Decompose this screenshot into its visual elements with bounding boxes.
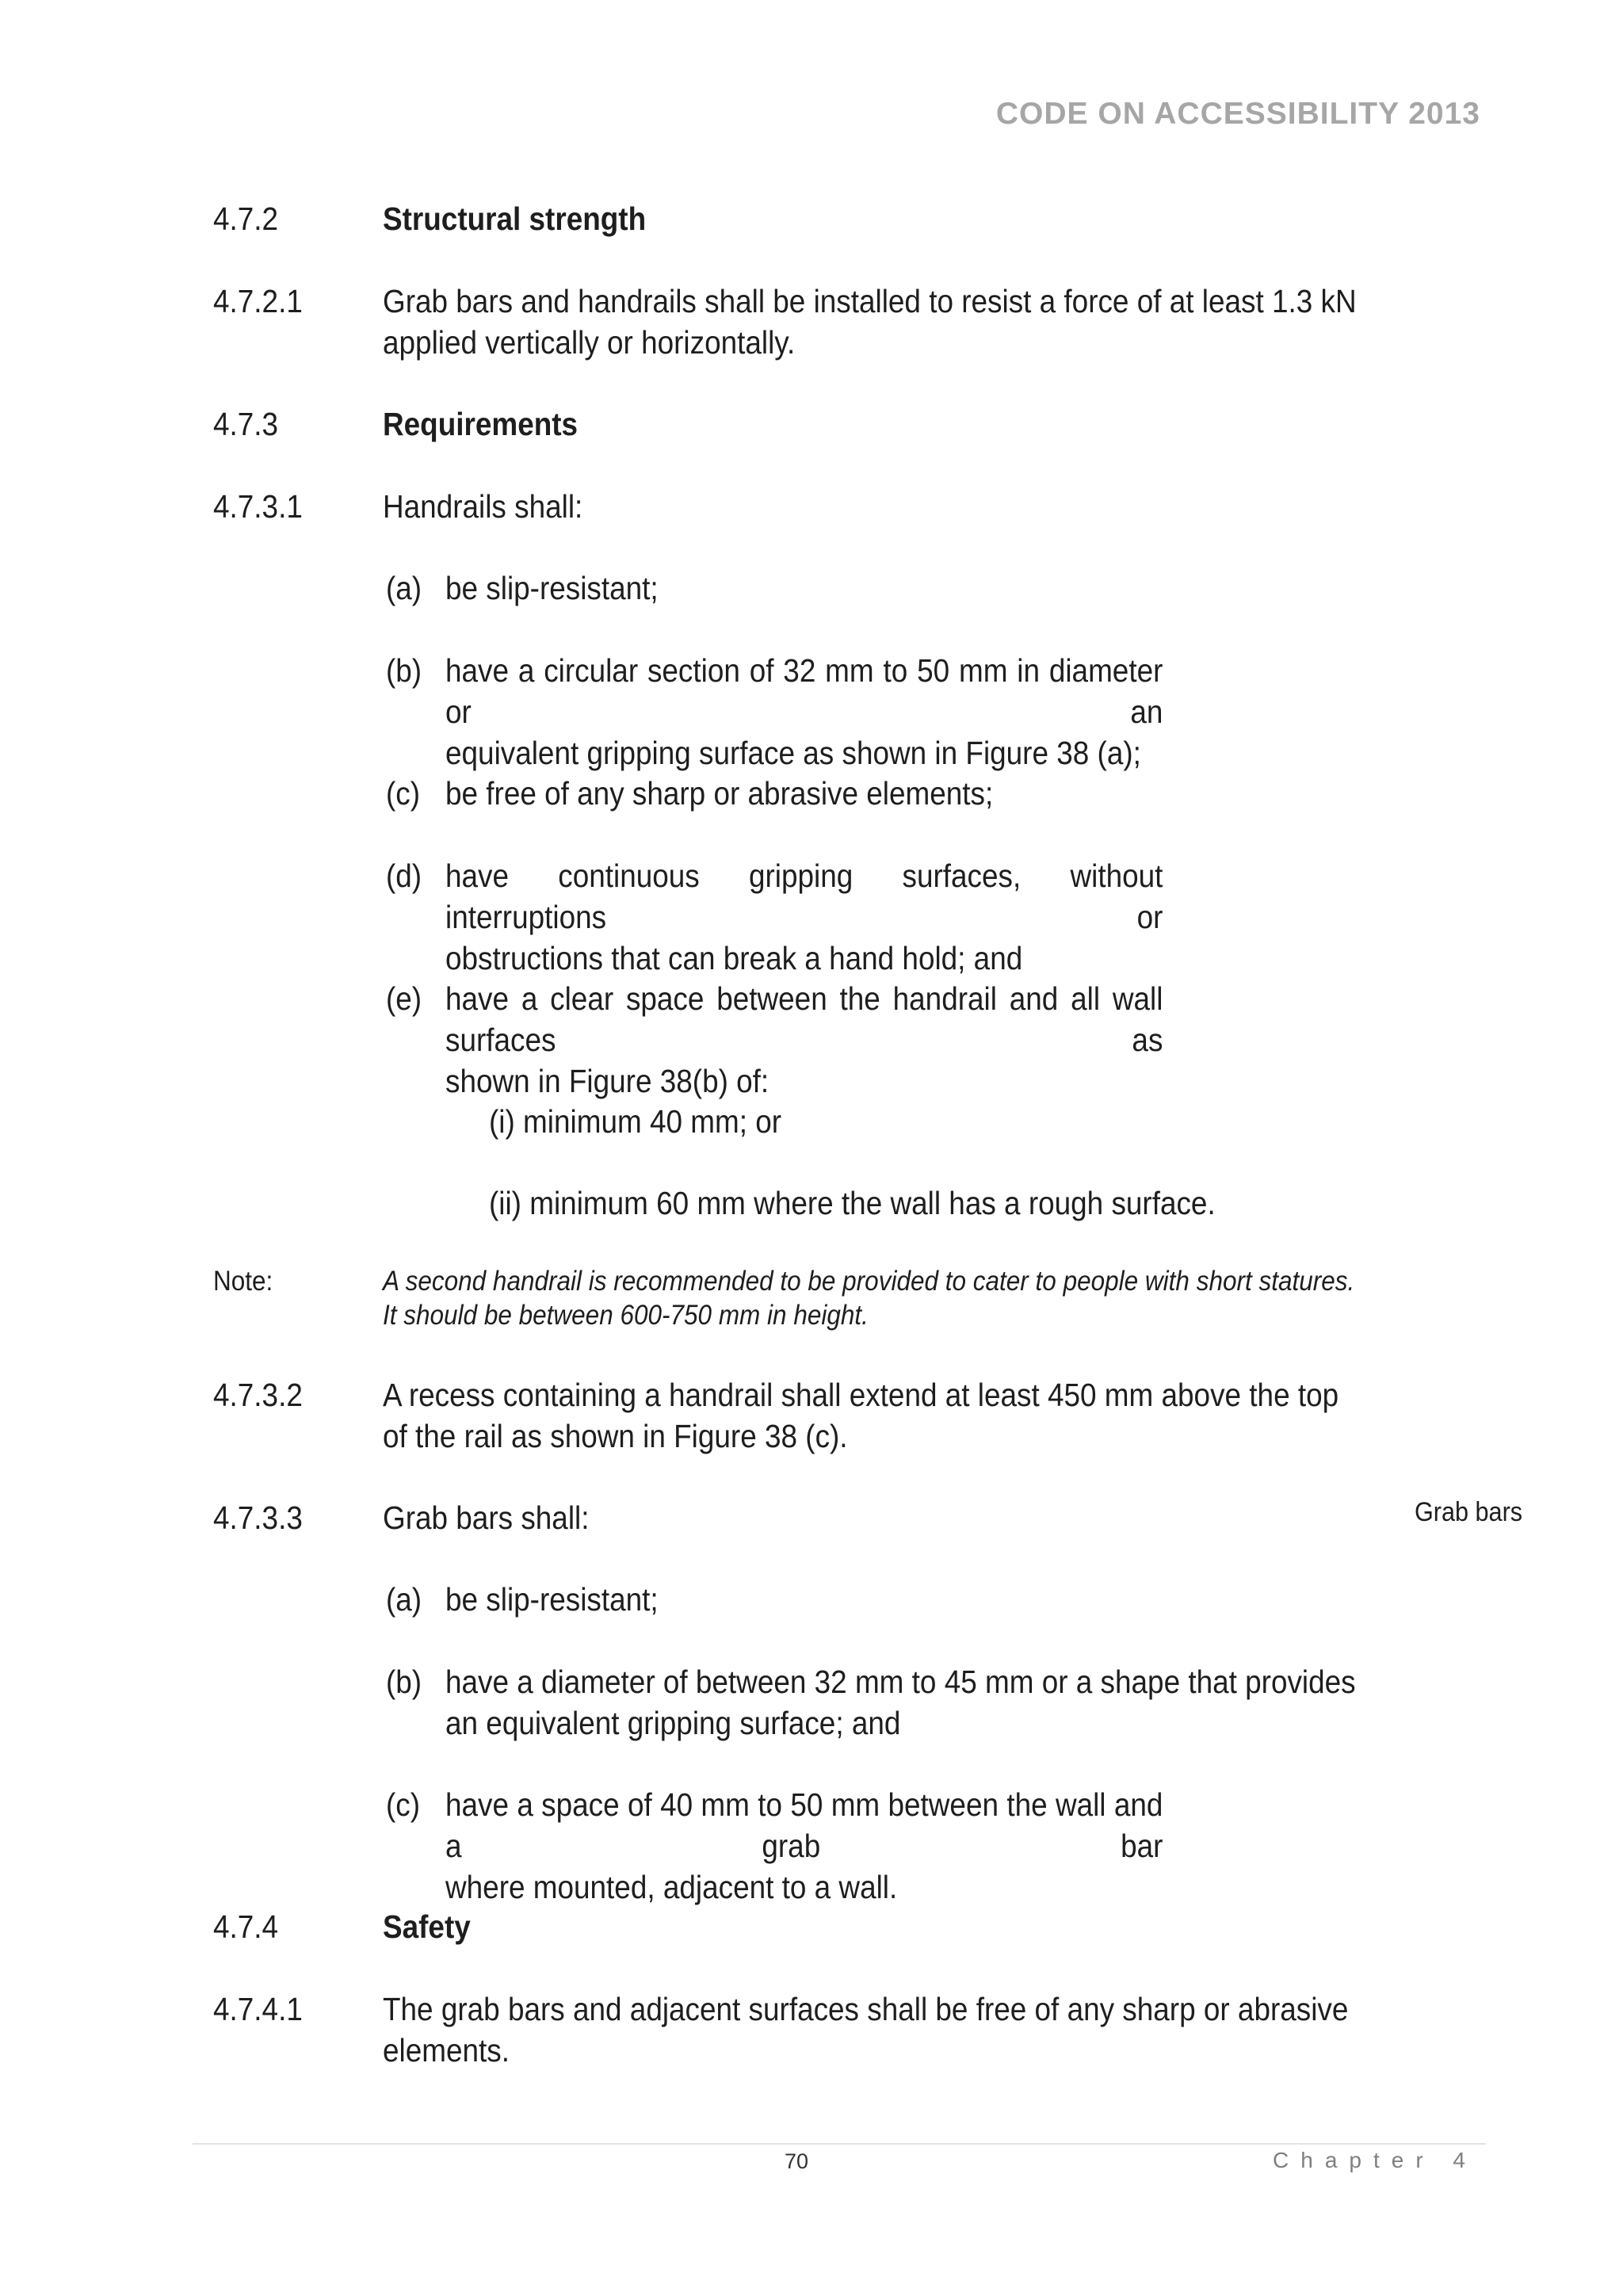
sub-list-label: (ii)	[489, 1185, 521, 1221]
list-item	[445, 650, 1163, 774]
list-item-line: have a space of 40 mm to 50 mm between the wall and a grab bar	[445, 1786, 1163, 1864]
section-heading-safety: Safety	[383, 1908, 471, 1945]
section-heading-structural-strength: Structural strength	[383, 201, 647, 237]
list-item-line: equivalent gripping surface as shown in Figure 38 (a);	[445, 735, 1141, 771]
list-item	[445, 1579, 1163, 1620]
section-number-4-7-4: 4.7.4	[213, 1908, 279, 1945]
list-label: (c)	[386, 775, 421, 812]
clause-number-4-7-3-1: 4.7.3.1	[213, 488, 303, 525]
clause-number-4-7-4-1: 4.7.4.1	[213, 1991, 303, 2027]
section-number-4-7-2: 4.7.2	[213, 201, 279, 237]
list-label: (d)	[386, 858, 422, 894]
note-line: A second handrail is recommended to be provided to cater to people with short statures.	[383, 1266, 1355, 1297]
clause-text-4-7-3-2	[383, 1374, 1339, 1457]
list-label: (e)	[386, 980, 422, 1017]
clause-text-4-7-4-1	[383, 1988, 1349, 2071]
sub-list-item	[489, 1101, 781, 1142]
note-text	[383, 1264, 1355, 1332]
clause-number-4-7-3-2: 4.7.3.2	[213, 1377, 303, 1413]
list-item	[445, 1784, 1163, 1908]
footer-chapter-label: Chapter 4	[1273, 2148, 1477, 2172]
list-item-line: have a circular section of 32 mm to 50 mm in diameter or an	[445, 652, 1163, 730]
list-item-line: have continuous gripping surfaces, without interruptions or	[445, 858, 1163, 935]
list-item-line: be slip-resistant;	[445, 1581, 659, 1618]
clause-intro-grab-bars: Grab bars shall:	[383, 1499, 590, 1536]
sub-list-text: minimum 40 mm; or	[523, 1103, 782, 1140]
list-item-line: obstructions that can break a hand hold; and	[445, 940, 1023, 976]
list-item-line: where mounted, adjacent to a wall.	[445, 1869, 898, 1905]
sub-list-label: (i)	[489, 1103, 515, 1140]
clause-line: The grab bars and adjacent surfaces shall be free of any sharp or abrasive	[383, 1991, 1349, 2027]
sub-list-text: minimum 60 mm where the wall has a rough surface.	[529, 1185, 1216, 1221]
clause-line: of the rail as shown in Figure 38 (c).	[383, 1418, 848, 1454]
clause-line: elements.	[383, 2032, 510, 2069]
list-item-line: have a diameter of between 32 mm to 45 mm or a shape that provides	[445, 1664, 1356, 1700]
list-label: (c)	[386, 1786, 421, 1823]
list-item	[445, 978, 1163, 1102]
list-label: (a)	[386, 1581, 422, 1618]
list-label: (b)	[386, 652, 422, 689]
sub-list-item	[489, 1182, 1216, 1224]
note-label: Note:	[213, 1266, 273, 1297]
document-header-title: CODE ON ACCESSIBILITY 2013	[995, 97, 1480, 131]
list-item	[445, 567, 1163, 609]
list-item-line: be free of any sharp or abrasive elements;	[445, 775, 994, 812]
list-label: (a)	[386, 570, 422, 606]
clause-number-4-7-3-3: 4.7.3.3	[213, 1499, 303, 1536]
list-item-line: an equivalent gripping surface; and	[445, 1705, 901, 1741]
list-item	[445, 773, 1163, 814]
section-number-4-7-3: 4.7.3	[213, 406, 279, 442]
margin-note-grab-bars: Grab bars	[1415, 1497, 1523, 1527]
footer-rule	[193, 2143, 1486, 2145]
page-number: 70	[785, 2149, 809, 2173]
list-item-line: be slip-resistant;	[445, 570, 659, 606]
clause-intro-handrails: Handrails shall:	[383, 488, 583, 525]
clause-number-4-7-2-1: 4.7.2.1	[213, 283, 303, 319]
clause-line: applied vertically or horizontally.	[383, 324, 796, 361]
clause-text-4-7-2-1	[383, 281, 1357, 363]
clause-line: A recess containing a handrail shall extend at least 450 mm above the top	[383, 1377, 1339, 1413]
list-item-line: shown in Figure 38(b) of:	[445, 1063, 769, 1099]
list-item-line: have a clear space between the handrail and all wall surfaces as	[445, 980, 1163, 1058]
list-label: (b)	[386, 1664, 422, 1700]
list-item	[445, 855, 1163, 979]
note-line: It should be between 600-750 mm in height.	[383, 1300, 869, 1331]
section-heading-requirements: Requirements	[383, 406, 579, 442]
list-item	[445, 1661, 1356, 1744]
clause-line: Grab bars and handrails shall be installed to resist a force of at least 1.3 kN	[383, 283, 1357, 319]
